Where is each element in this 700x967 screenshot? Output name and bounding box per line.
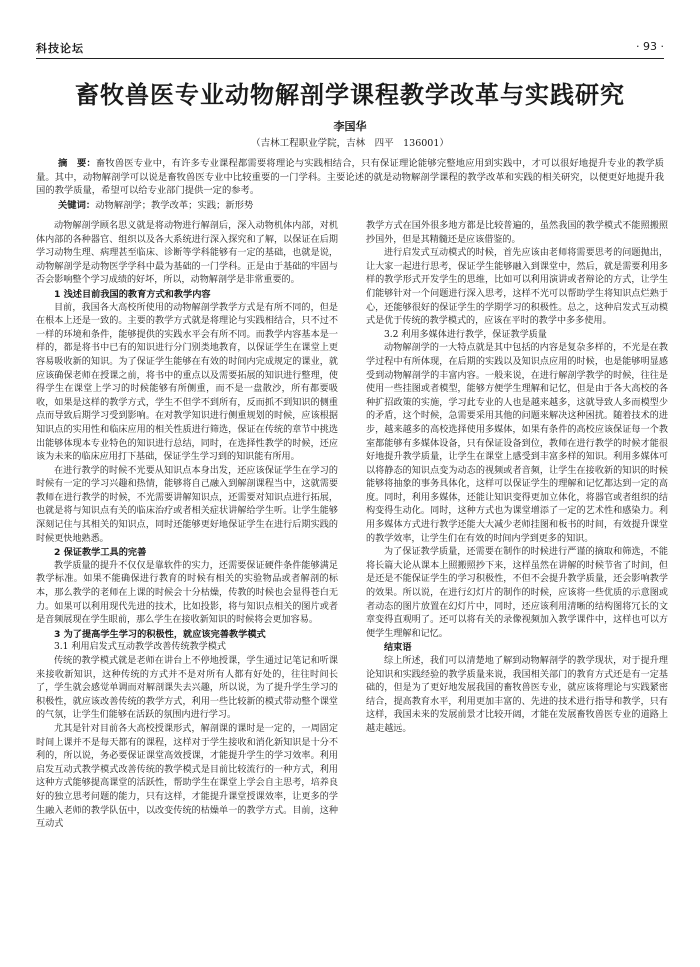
paragraph: 动物解剖学的一大特点就是其中包括的内容是复杂多样的，不光是在教学过程中有所体现，在后期的实践以及知识点应用的时候，也是能够明显感受到动物解剖学的丰富内容。一般来说，在进行解剖学教学的时候，往往是使用一些挂图或者模型，能够方便学生理解和记忆，但是由于各大高校的各种扩招政策的实施，学习此专业的人也是越来越多，这就导致人多而模型少的矛盾，这个时候，急需要采用其他的问题来解决这种困扰。随着技术的进步，越来越多的高校选择使用多媒体，如果有条件的高校应该保证每一个教室都能够有多媒体设备，只有保证设备到位，教师在进行教学的时候才能很好地提升教学质量，让学生在课堂上感受到丰富多样的知识。利用多媒体可以将静态的知识点变为动态的视频或者音频，让学生在接收新的知识的时候能够将抽象的事务具体化，这样可以保证学生的理解和记忆都达到一定的高度。同时，利用多媒体，还能让知识变得更加立体化，将器官或者组织的结构变得生动化。同时，这种方式也为课堂增添了一定的艺术性和感染力。利用多媒体方式进行教学还能大大减少老师挂图和板书的时间，有效提升课堂的教学效率，让学生们在有效的时间内学到更多的知识。: [366, 343, 668, 544]
keywords-text: 动物解剖学；教学改革；实践；新形势: [95, 200, 254, 211]
running-header: [36, 38, 664, 58]
subsection-heading: 3.2 利用多媒体进行教学，保证教学质量: [384, 329, 547, 340]
article-author: 李国华: [333, 120, 367, 133]
abstract-text: 畜牧兽医专业中，有许多专业课程都需要将理论与实践相结合，只有保证理论能够完整地应用到实践中，才可以很好地提升专业的教学质量。其中，动物解剖学可以说是畜牧兽医专业中比较重要的一门学科。主要论述的就是动物解剖学课程的教学改革和实践的相关研究，以便更好地提升我国的教学质量，希望可以给专业部门提供一定的参考。: [36, 158, 664, 196]
paragraph: 目前，我国各大高校所使用的动物解剖学教学方式是有所不同的，但是在根本上还是一致的。主要的教学方式就是将理论与实践相结合，只不过不一样的环境和条件，能够提供的实践水平会有所不同。而教学内容基本是一样的，都是将书中已有的知识进行分门别类地教育，以保证学生在课堂上更容易吸收新的知识。为了保证学生能够在有效的时间内完成规定的课业，就应该确保老师在授课之前，将书中的重点以及需要拓展的知识进行整理，使得学生在课堂上学习的时候能够有所侧重，而不是一盘散沙，所有都要吸收，如果是这样的教学方式，学生不但学不到所有，反而抓不到知识的侧重点而导致后期学习受到影响。在对教学知识进行侧重规划的时候，应该根据知识点的实用性和临床应用的相关性质进行筛选，保证在传统的章节中挑选出能够体现本专业特色的知识进行总结，同时，在选择性教学的时候，还应该为未来的临床应用打下基础，保证学生学习到的知识能有所用。: [36, 302, 338, 463]
section-heading: 3 为了提高学生学习的积极性，就应该完善教学模式: [54, 628, 266, 640]
header-rule: [36, 58, 664, 59]
section-heading: 1 浅述目前我国的教育方式和教学内容: [54, 288, 211, 300]
paragraph: 教学方式在国外很多地方都是比较普遍的，虽然我国的教学模式不能照搬照抄国外，但是其精髓还是应该借鉴的。: [366, 221, 668, 245]
abstract: [36, 157, 664, 198]
article-affiliation: （吉林工程职业学院，吉林 四平 136001）: [251, 138, 449, 149]
keywords-label: 关键词：: [58, 200, 96, 211]
paragraph: 动物解剖学顾名思义就是将动物进行解剖后，深入动物机体内部，对机体内部的各种器官、组织以及各大系统进行深入探究和了解，以保证在后期学习动物生理、病理甚至临床、诊断等学科能够有一定的基础，也就是说，动物解剖学是动物医学学科中最为基础的一门学科。正是由于基础的牢固与否会影响整个学习成绩的好坏，所以，动物解剖学是非常重要的。: [36, 221, 338, 286]
conclusion-heading: 结束语: [384, 642, 412, 654]
paragraph: 在进行教学的时候不光要从知识点本身出发，还应该保证学生在学习的时候有一定的学习兴趣和热情，能够将自己融入到解剖课程当中，这就需要教师在进行教学的时候，不光需要讲解知识点，还需要对知识点进行拓展，也就是将与知识点有关的临床治疗或者相关症状讲解给学生听。让学生能够深刻记住与其相关的知识点，同时还能够更好地保证学生在进行后期实践的时候更快地熟悉。: [36, 465, 338, 544]
paragraph: 为了保证教学质量，还需要在制作的时候进行严谨的摘取和筛选，不能将长篇大论从课本上照搬照抄下来，这样虽然在讲解的时候节省了时间，但是还是不能保证学生的学习积极性，不但不会提升教学质量，还会影响教学的效果。所以说，在进行幻灯片的制作的时候，应该将一些优质的示意图或者动态的图片放置在幻灯片中，同时，还应该利用清晰的结构图将冗长的文章变得直观明了。还可以将有关的录像视频加入教学课件中，这样也可以方便学生理解和记忆。: [366, 547, 668, 639]
keywords: [58, 199, 664, 212]
paragraph: 传统的教学模式就是老师在讲台上不停地授课，学生通过记笔记和听课来接收新知识，这种传统的方式并不是对所有人都有好处的，往往时间长了，学生就会感觉单调而对解剖课失去兴趣，所以说，为了提升学生学习的积极性，就应该改善传统的教学方式，利用一些比较新的模式带动整个课堂的气氛，让学生们能够在活跃的氛围内进行学习。: [36, 656, 338, 721]
journal-name: 科技论坛: [36, 42, 84, 55]
section-heading: 2 保证教学工具的完善: [54, 547, 147, 559]
paragraph: 综上所述，我们可以清楚地了解到动物解剖学的教学现状，对于提升理论知识和实践经验的教学质量来说，我国相关部门的教育方式还是有一定基础的，但是为了更好地发展我国的畜牧兽医专业，就应该将理论与实践紧密结合，提高教育水平，利用更加丰富的、先进的技术进行指导和教学，只有这样，我国未来的发展前景才比较开阔，才能在发展畜牧兽医专业的道路上越走越远。: [366, 656, 668, 734]
subsection-heading: 3.1 利用启发式互动教学改善传统教学模式: [54, 642, 226, 653]
article-title: 畜牧兽医专业动物解剖学课程教学改革与实践研究: [75, 80, 625, 109]
paragraph: 尤其是针对目前各大高校授课形式，解剖课的课时是一定的，一周固定时间上课并不是每天都有的课程，这样对于学生接收和消化新知识是十分不利的，所以说，务必要保证课堂高效授课，才能提升学生的学习效率。利用启发互动式教学模式改善传统的教学模式是目前比较流行的一种方式，利用这种方式能够提高课堂的活跃性，帮助学生在课堂上学会自主思考，培养良好的独立思考问题的能力，只有这样，才能提升课堂授课效率，让更多的学生融入老师的教学队伍中，以改变传统的枯燥单一的教学方式。目前，这种互动式: [36, 723, 338, 830]
page-number: · 93 ·: [636, 40, 664, 53]
right-column: [366, 220, 668, 737]
paragraph: 进行启发式互动模式的时候，首先应该由老师将需要思考的问题抛出，让大家一起进行思考，保证学生能够融入到课堂中，然后，就是需要利用多样的教学形式开发学生的思维，比如可以利用演讲或者辩论的方式，让学生们能够针对一个问题进行深入思考，这样不光可以帮助学生将知识点烂熟于心，还能够很好的保证学生的学期学习的积极性。总之，这种启发式互动模式是优于传统的教学模式的，应该在平时的教学中多多使用。: [366, 248, 668, 327]
paragraph: 教学质量的提升不仅仅是靠软件的实力，还需要保证硬件条件能够满足教学标准。如果不能确保进行教育的时候有相关的实验物品或者解剖的标本，那么教学的老师在上课的时候会十分枯燥，传教的时候也会显得苍白无力。如果可以利用现代先进的技术，比如投影，将与知识点相关的图片或者是音频展现在学生眼前，那么学生在接收新知识的时候将会更加容易。: [36, 560, 338, 626]
left-column: [36, 220, 338, 832]
abstract-label: 摘 要：: [58, 158, 96, 169]
